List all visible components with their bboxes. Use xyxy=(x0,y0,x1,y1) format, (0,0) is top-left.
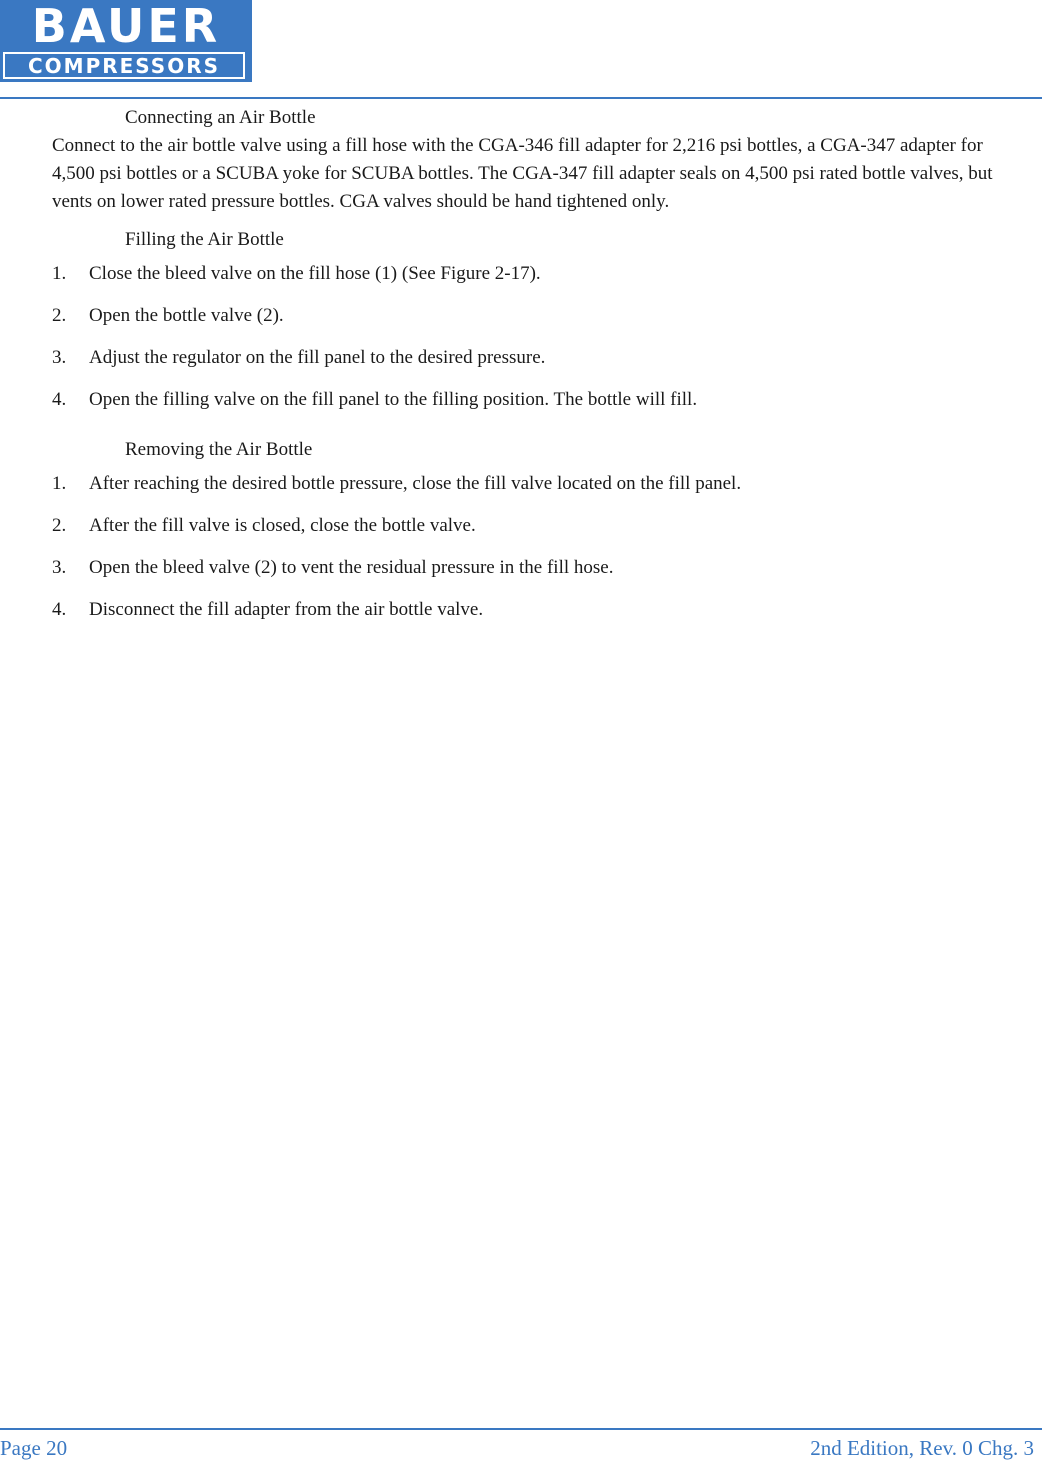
list-item xyxy=(52,506,1027,548)
step-text: After reaching the desired bottle pressure, close the fill valve located on the fill panel. xyxy=(89,473,742,494)
page-content xyxy=(52,104,1027,632)
step-number: 1. xyxy=(52,473,67,494)
step-text: Open the filling valve on the fill panel to the filling position. The bottle will fill. xyxy=(89,389,698,410)
logo-tagline: COMPRESSORS xyxy=(3,52,245,79)
filling-steps xyxy=(52,254,1027,422)
header-rule xyxy=(0,97,1042,99)
footer-rule xyxy=(0,1428,1042,1430)
heading-removing: Removing the Air Bottle xyxy=(125,439,313,460)
list-item xyxy=(52,464,1027,506)
step-number: 4. xyxy=(52,599,67,620)
step-number: 2. xyxy=(52,305,67,326)
spacer xyxy=(52,216,1027,226)
step-number: 4. xyxy=(52,389,67,410)
step-number: 1. xyxy=(52,263,67,284)
removing-steps xyxy=(52,464,1027,632)
heading-connecting: Connecting an Air Bottle xyxy=(125,107,316,128)
logo-brand: BAUER xyxy=(31,0,221,53)
list-item xyxy=(52,338,1027,380)
bauer-logo xyxy=(0,0,252,82)
step-text: Open the bottle valve (2). xyxy=(89,305,284,326)
list-item xyxy=(52,254,1027,296)
list-item xyxy=(52,548,1027,590)
heading-filling: Filling the Air Bottle xyxy=(125,229,284,250)
step-number: 3. xyxy=(52,347,67,368)
spacer xyxy=(52,422,1027,436)
step-text: Adjust the regulator on the fill panel to the desired pressure. xyxy=(89,347,546,368)
step-text: Disconnect the fill adapter from the air bottle valve. xyxy=(89,599,484,620)
list-item xyxy=(52,296,1027,338)
edition-label: 2nd Edition, Rev. 0 Chg. 3 xyxy=(810,1436,1034,1460)
step-text: After the fill valve is closed, close the bottle valve. xyxy=(89,515,476,536)
step-text: Close the bleed valve on the fill hose (1) (See Figure 2-17). xyxy=(89,263,541,284)
step-number: 3. xyxy=(52,557,67,578)
step-text: Open the bleed valve (2) to vent the residual pressure in the fill hose. xyxy=(89,557,614,578)
list-item xyxy=(52,380,1027,422)
page-number: Page 20 xyxy=(0,1436,68,1460)
connecting-paragraph: Connect to the air bottle valve using a fill hose with the CGA-346 fill adapter for 2,216 psi bottles, a CGA-347 adapter for 4,500 psi bottles or a SCUBA yoke for SCUBA bottles. The CGA-347 fill adapter seals on 4,500 psi rated bottle valves, but vents on lower rated pressure bottles. CGA valves should be hand tightened only. xyxy=(52,135,993,212)
list-item xyxy=(52,590,1027,632)
step-number: 2. xyxy=(52,515,67,536)
